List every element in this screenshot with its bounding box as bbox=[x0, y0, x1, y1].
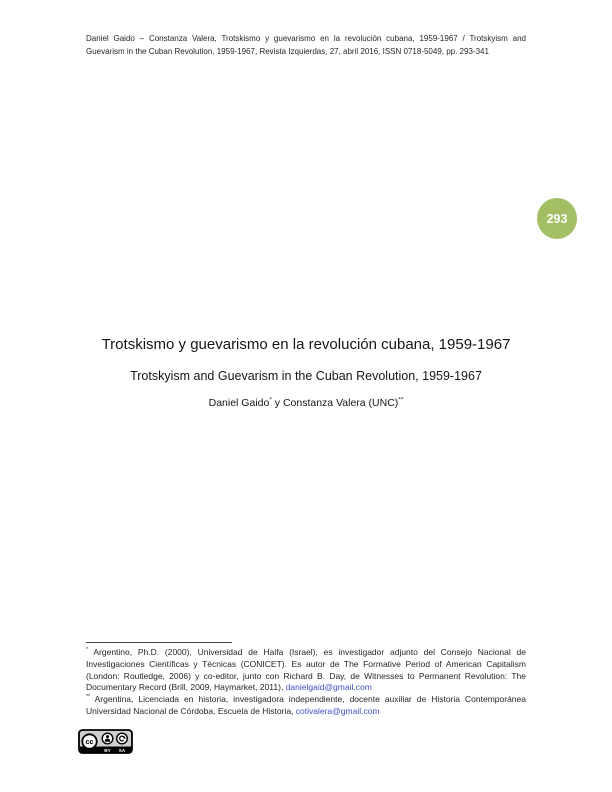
footnote-2-email-link[interactable]: cotivalera@gmail.com bbox=[295, 705, 380, 716]
footnotes-block bbox=[86, 647, 526, 718]
article-title-english: Trotskyism and Guevarism in the Cuban Revolution, 1959-1967 bbox=[130, 369, 482, 383]
cc-attribution-person-icon bbox=[102, 733, 113, 744]
footnote-2-marker: ** bbox=[86, 694, 91, 701]
cc-sa-label: SA bbox=[118, 747, 126, 753]
cc-by-label: BY bbox=[104, 747, 111, 753]
article-title: Trotskismo y guevarismo en la revolución cubana, 1959-1967 bbox=[101, 336, 511, 353]
footnote-1-email-link[interactable]: danielgaid@gmail.com bbox=[285, 682, 372, 693]
footnote-1 bbox=[86, 647, 526, 694]
author-2-footnote-mark: ** bbox=[398, 396, 404, 404]
page-number: 293 bbox=[546, 211, 568, 226]
footnote-2-text: Argentina, Licenciada en historia, investigadora independiente, docente auxiliar de Historia Contemporánea Universidad Nacional de Córdoba, Escuela de Historia, bbox=[86, 694, 526, 716]
footnote-1-text: Argentino, Ph.D. (2000), Universidad de Haifa (Israel), es investigador adjunto del Consejo Nacional de Investigaciones Científicas y Técnicas (CONICET). Es autor de The Formative Period of American Capitalism (London: Routledge, 2006) y co-editor, junto con Richard B. Day, de Witnesses to Permanent Revolution: The Documentary Record (Brill, 2009, Haymarket, 2011), bbox=[86, 647, 526, 693]
footnote-2 bbox=[86, 694, 526, 718]
cc-logo-icon bbox=[82, 734, 96, 748]
author-1-footnote-mark: * bbox=[269, 396, 272, 404]
authors-connector: y bbox=[271, 397, 283, 409]
footnote-1-marker: * bbox=[86, 647, 89, 654]
cc-share-alike-arrow-icon bbox=[117, 733, 128, 744]
authors-line bbox=[86, 397, 526, 409]
footnote-separator bbox=[86, 642, 232, 643]
svg-text:cc: cc bbox=[85, 737, 94, 747]
author-1: Daniel Gaido bbox=[208, 397, 270, 409]
running-header-citation: Daniel Gaido – Constanza Valera, Trotskismo y guevarismo en la revolución cubana, 1959-1967 / Trotskyism and Guevarism in the Cuban Revolution, 1959-1967, Revista Izquierdas, 27, abril 2016, ISSN 0718-5049, pp. 293-341 bbox=[86, 34, 526, 56]
cc-by-sa-license-badge[interactable] bbox=[78, 729, 133, 754]
page-number-badge bbox=[537, 198, 577, 239]
author-2: Constanza Valera (UNC) bbox=[282, 397, 399, 409]
